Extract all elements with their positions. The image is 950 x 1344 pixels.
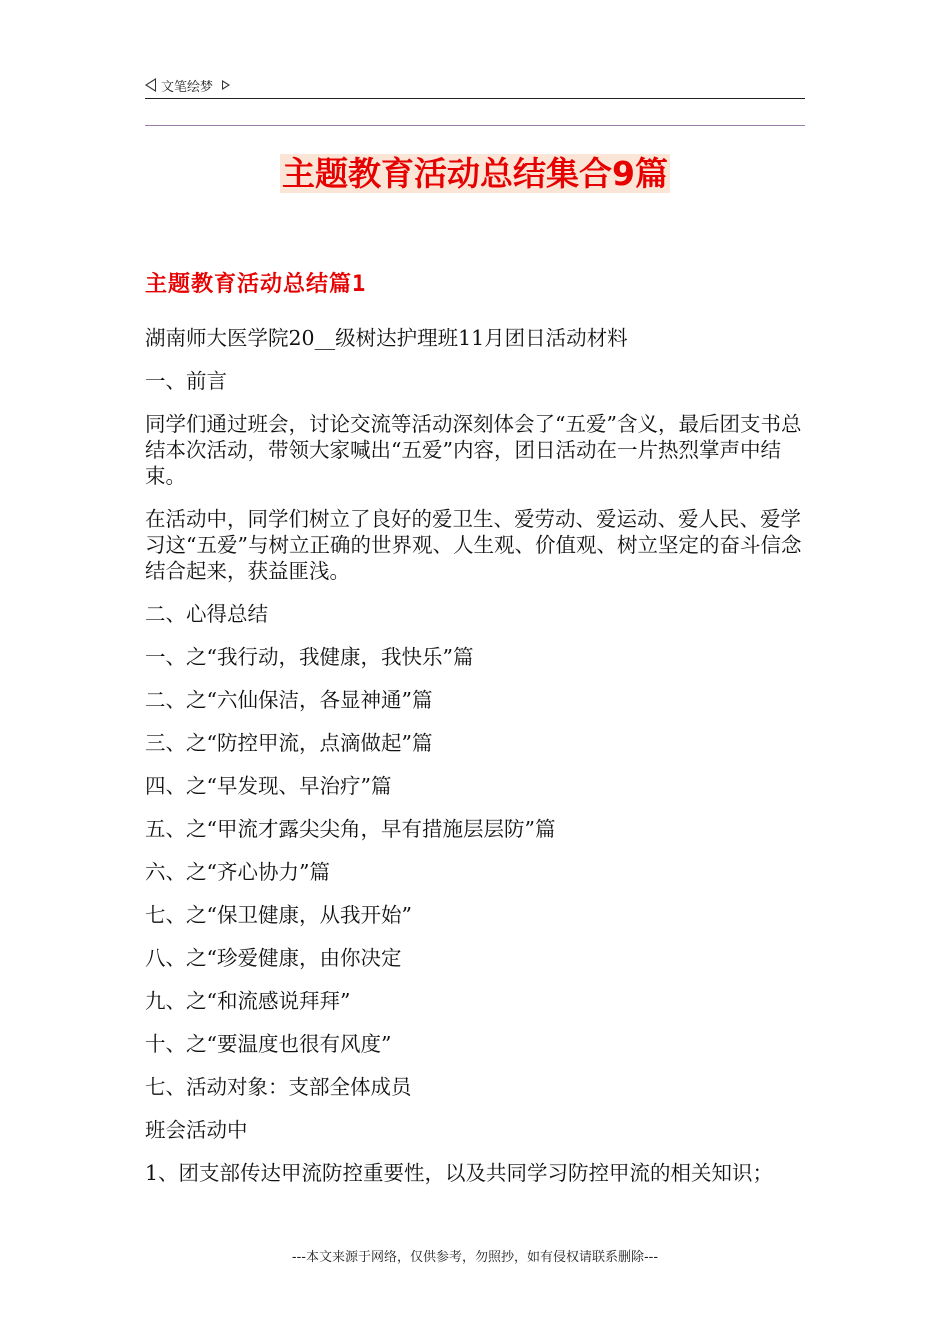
paragraph: 班会活动中 [145,1118,248,1142]
document-title [0,152,950,196]
paragraph: 五、之“甲流才露尖尖角，早有措施层层防”篇 [145,817,556,841]
paragraph: 同学们通过班会，讨论交流等活动深刻体会了“五爱”含义，最后团支书总结本次活动，带领大家喊出“五爱”内容，团日活动在一片热烈掌声中结束。 [145,412,802,488]
paragraph: 六、之“齐心协力”篇 [145,860,330,884]
paragraph: 九、之“和流感说拜拜” [145,989,351,1013]
paragraph: 七、活动对象：支部全体成员 [145,1075,412,1099]
triangle-right-icon [222,80,230,90]
triangle-left-icon [145,78,156,92]
page-header [145,74,230,96]
paragraph: 二、之“六仙保洁，各显神通”篇 [145,688,433,712]
paragraph: 一、前言 [145,369,227,393]
paragraph: 一、之“我行动，我健康，我快乐”篇 [145,645,474,669]
section-title: 主题教育活动总结篇1 [145,272,367,297]
paragraph: 二、心得总结 [145,602,268,626]
paragraph: 十、之“要温度也很有风度” [145,1032,392,1056]
header-divider [145,98,805,99]
paragraph: 四、之“早发现、早治疗”篇 [145,774,392,798]
paragraph: 1、团支部传达甲流防控重要性，以及共同学习防控甲流的相关知识； [145,1161,774,1185]
header-accent-divider [145,125,805,126]
paragraph: 七、之“保卫健康，从我开始” [145,903,412,927]
header-brand: 文笔绘梦 [161,79,214,95]
paragraph: 三、之“防控甲流，点滴做起”篇 [145,731,433,755]
document-body [145,325,810,1203]
document-title-text: 主题教育活动总结集合9篇 [282,154,668,193]
paragraph: 八、之“珍爱健康，由你决定 [145,946,402,970]
page-footer: ---本文来源于网络，仅供参考，勿照抄，如有侵权请联系删除--- [291,1250,659,1265]
paragraph: 湖南师大医学院20__级树达护理班11月团日活动材料 [145,326,628,350]
paragraph: 在活动中，同学们树立了良好的爱卫生、爱劳动、爱运动、爱人民、爱学习这“五爱”与树立正确的世界观、人生观、价值观、树立坚定的奋斗信念结合起来，获益匪浅。 [145,507,802,583]
